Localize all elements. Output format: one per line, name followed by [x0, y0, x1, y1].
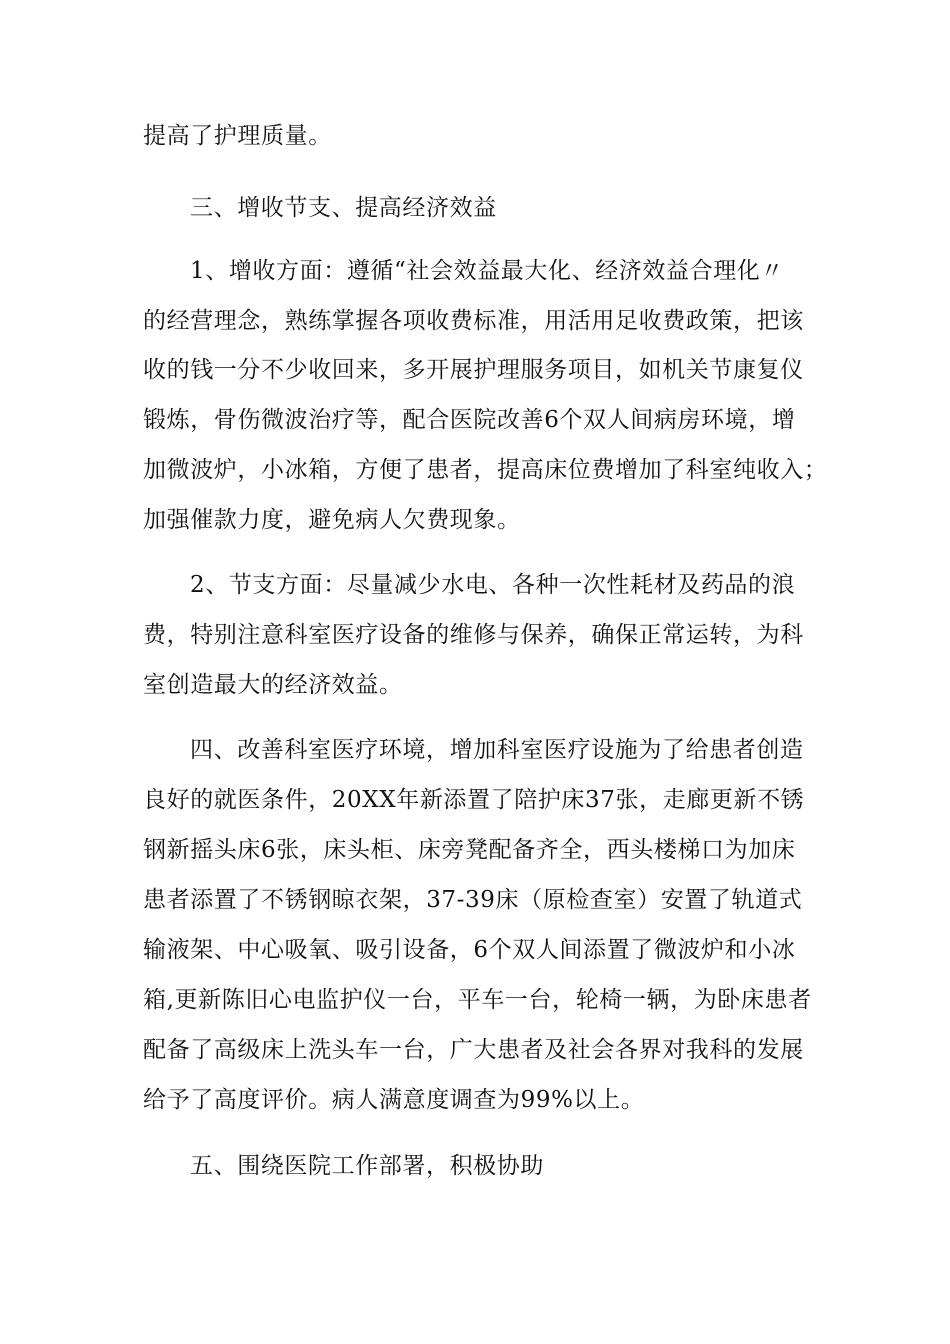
- text-line: 输液架、中心吸氧、吸引设备，6个双人间添置了微波炉和小冰: [143, 937, 796, 963]
- text-line: 加强催款力度，避免病人欠费现象。: [143, 507, 521, 533]
- text-line: 给予了高度评价。病人满意度调查为99%以上。: [143, 1087, 645, 1113]
- section-heading: 四、改善科室医疗环境，增加科室医疗设施为了给患者创造: [190, 737, 804, 763]
- text-line: 良好的就医条件，20XX年新添置了陪护床37张，走廊更新不锈: [143, 787, 805, 813]
- paragraph-first-line: 2、节支方面：尽量减少水电、各种一次性耗材及药品的浪: [190, 572, 796, 598]
- text-line: 患者添置了不锈钢晾衣架，37-39床（原检查室）安置了轨道式: [143, 887, 803, 913]
- section-heading: 五、围绕医院工作部署，积极协助: [190, 1153, 544, 1179]
- text-line: 室创造最大的经济效益。: [143, 672, 403, 698]
- text-line: 锻炼，骨伤微波治疗等，配合医院改善6个双人间病房环境，增: [143, 407, 796, 433]
- text-line: 加微波炉，小冰箱，方便了患者，提高床位费增加了科室纯收入；: [143, 457, 828, 483]
- text-line: 费，特别注意科室医疗设备的维修与保养，确保正常运转，为科: [143, 622, 804, 648]
- text-line: 提高了护理质量。: [143, 123, 332, 149]
- text-line: 收的钱一分不少收回来，多开展护理服务项目，如机关节康复仪: [143, 357, 804, 383]
- section-heading: 三、增收节支、提高经济效益: [190, 195, 497, 221]
- paragraph-first-line: 1、增收方面：遵循“社会效益最大化、经济效益合理化〃: [190, 258, 784, 284]
- text-line: 配备了高级床上洗头车一台，广大患者及社会各界对我科的发展: [143, 1037, 804, 1063]
- text-line: 箱,更新陈旧心电监护仪一台，平车一台，轮椅一辆，为卧床患者: [143, 987, 812, 1013]
- text-line: 钢新摇头床6张，床头柜、床旁凳配备齐全，西头楼梯口为加床: [143, 837, 796, 863]
- text-line: 的经营理念，熟练掌握各项收费标准，用活用足收费政策，把该: [143, 308, 804, 334]
